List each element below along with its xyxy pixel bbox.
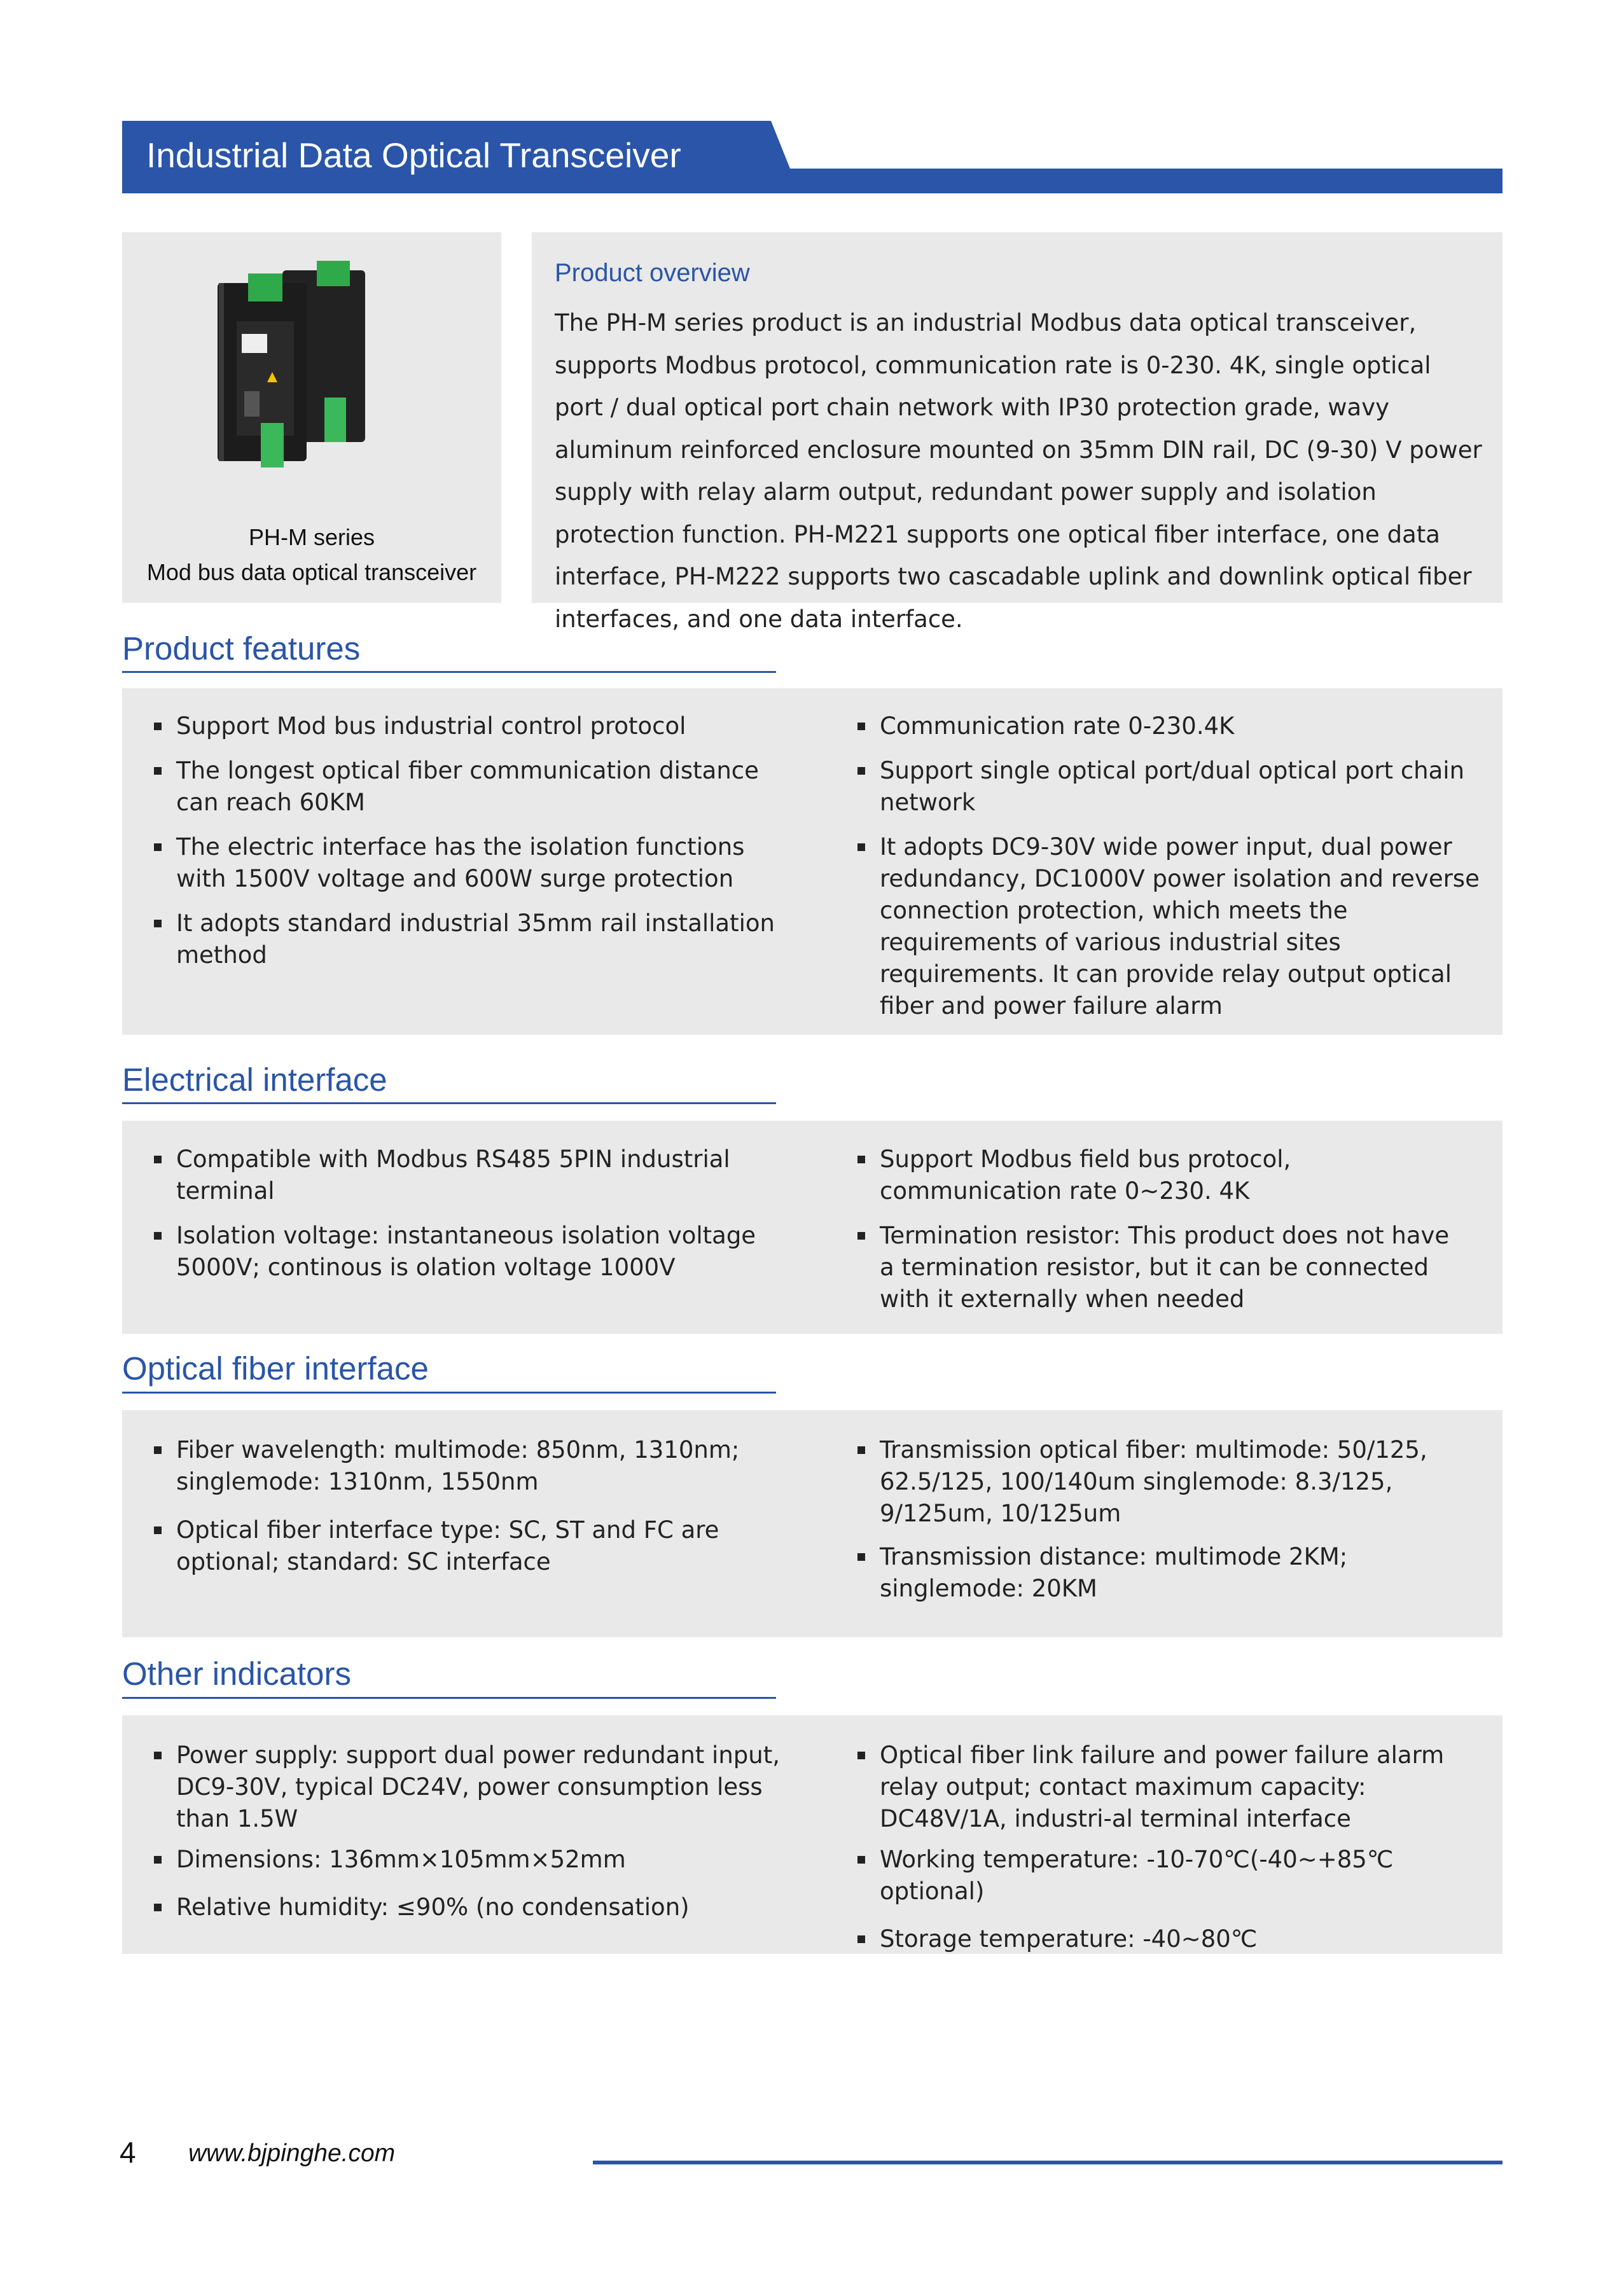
product-device-image (122, 232, 501, 487)
list-item: Optical fiber link failure and power failure alarm relay output; contact maximum capacity: DC48V/1A, industri-al terminal interface (857, 1740, 1478, 1835)
list-item: The electric interface has the isolation functions with 1500V voltage and 600W surge protection (154, 831, 790, 895)
electrical-right-list (857, 1144, 1468, 1315)
section-underline (122, 1392, 776, 1394)
section-title-electrical-interface: Electrical interface (122, 1062, 387, 1098)
list-item: Compatible with Modbus RS485 5PIN industrial terminal (154, 1144, 777, 1207)
section-underline (122, 1102, 776, 1104)
other-left-list (154, 1740, 790, 1923)
list-item: Termination resistor: This product does not have a termination resistor, but it can be connected with it externally when needed (857, 1220, 1468, 1315)
product-features-panel (122, 688, 1503, 1035)
header-banner (122, 121, 1503, 193)
section-title-optical-fiber-interface: Optical fiber interface (122, 1350, 429, 1387)
other-right-list (857, 1740, 1478, 1955)
overview-text: The PH-M series product is an industrial Modbus data optical transceiver, supports Modbus protocol, communication rate is 0-230. 4K, single optical port / dual optical port chain network with IP30 protection grade, wavy aluminum reinforced enclosure mounted on 35mm DIN rail, DC (9-30) V power supply with relay alarm output, redundant power supply and isolation protection function. PH-M221 supports one optical fiber interface, one data interface, PH-M222 supports two cascadable uplink and downlink optical fiber interfaces, and one data interface. (555, 309, 1482, 633)
optical-left-list (154, 1434, 803, 1578)
electrical-interface-panel (122, 1121, 1503, 1334)
list-item: Dimensions: 136mm×105mm×52mm (154, 1844, 790, 1876)
optical-right-list (857, 1434, 1455, 1605)
list-item: Optical fiber interface type: SC, ST and FC are optional; standard: SC interface (154, 1514, 803, 1578)
list-item: Isolation voltage: instantaneous isolation voltage 5000V; continous is olation voltage 1000V (154, 1220, 777, 1284)
list-item: Fiber wavelength: multimode: 850nm, 1310nm; singlemode: 1310nm, 1550nm (154, 1434, 803, 1498)
list-item: Support Mod bus industrial control protocol (154, 710, 790, 742)
list-item: The longest optical fiber communication distance can reach 60KM (154, 755, 790, 819)
list-item: It adopts standard industrial 35mm rail installation method (154, 908, 790, 971)
electrical-left-list (154, 1144, 777, 1284)
section-title-other-indicators: Other indicators (122, 1656, 351, 1692)
optical-fiber-panel (122, 1410, 1503, 1637)
features-right-list (857, 710, 1487, 1022)
product-image-panel (122, 232, 501, 603)
product-caption-name: Mod bus data optical transceiver (146, 559, 477, 585)
footer-url: www.bjpinghe.com (188, 2140, 396, 2167)
page-title: Industrial Data Optical Transceiver (146, 135, 681, 175)
list-item: Power supply: support dual power redundant input, DC9-30V, typical DC24V, power consumption less than 1.5W (154, 1740, 790, 1835)
list-item: Support Modbus field bus protocol, communication rate 0~230. 4K (857, 1144, 1468, 1207)
list-item: Storage temperature: -40~80℃ (857, 1923, 1478, 1955)
list-item: Relative humidity: ≤90% (no condensation) (154, 1892, 790, 1923)
overview-panel (532, 232, 1503, 633)
section-underline (122, 671, 776, 673)
other-indicators-panel (122, 1715, 1503, 1954)
footer-rule (593, 2161, 1503, 2164)
list-item: Transmission distance: multimode 2KM; singlemode: 20KM (857, 1541, 1455, 1605)
section-title-product-features: Product features (122, 630, 361, 667)
page-number: 4 (120, 2136, 136, 2169)
features-left-list (154, 710, 790, 971)
overview-title: Product overview (555, 259, 750, 287)
section-underline (122, 1697, 776, 1699)
list-item: Communication rate 0-230.4K (857, 710, 1487, 742)
list-item: It adopts DC9-30V wide power input, dual power redundancy, DC1000V power isolation and reverse connection protection, which meets the requirements of various industrial sites requirements. It can provide relay output optical fiber and power failure alarm (857, 831, 1487, 1022)
product-caption-series: PH-M series (248, 524, 375, 550)
list-item: Transmission optical fiber: multimode: 50/125, 62.5/125, 100/140um singlemode: 8.3/125, 9/125um, 10/125um (857, 1434, 1455, 1530)
list-item: Working temperature: -10-70℃(-40~+85℃ optional) (857, 1844, 1478, 1907)
list-item: Support single optical port/dual optical port chain network (857, 755, 1487, 819)
